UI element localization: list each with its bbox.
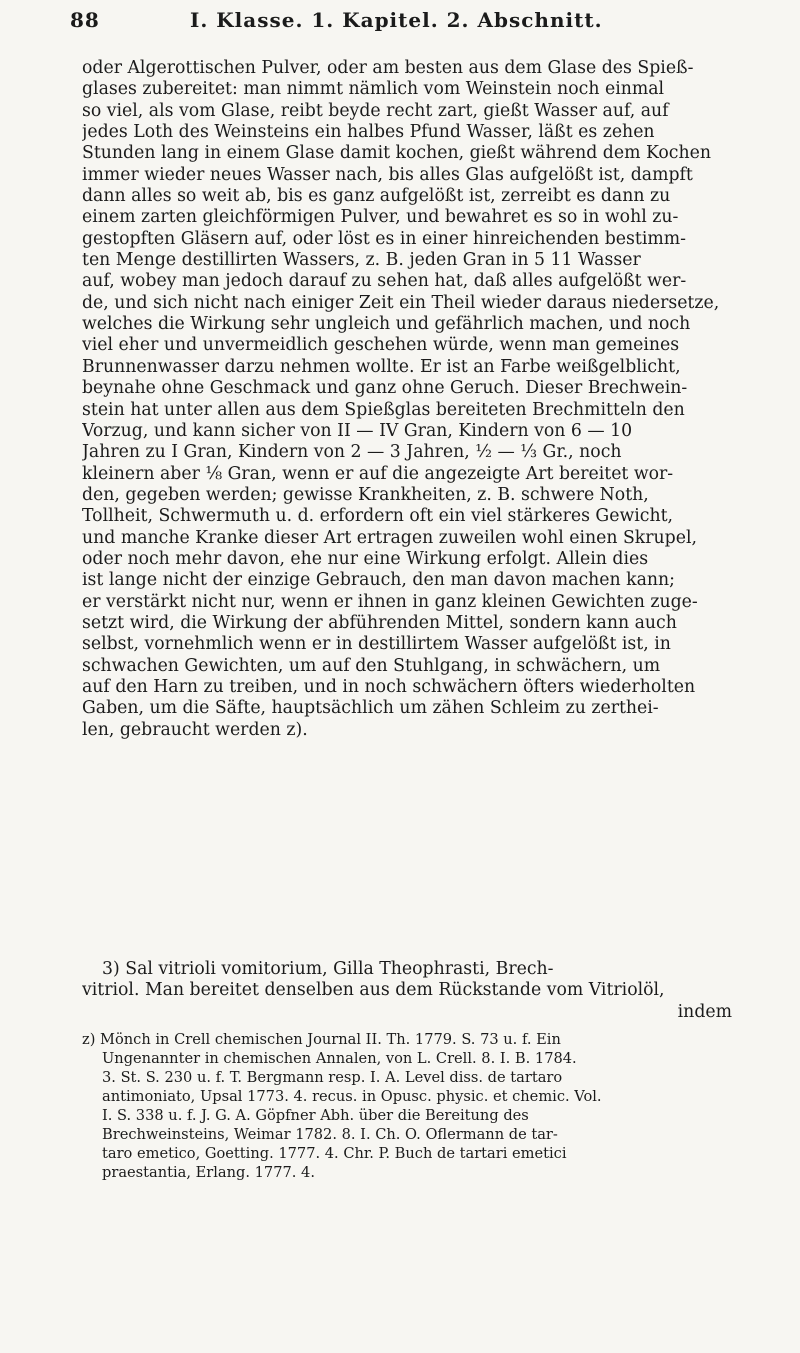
footnote-line: 3. St. S. 230 u. f. T. Bergmann resp. I. A. Level diss. de tartaro [102, 1069, 563, 1086]
footnote-line: antimoniato, Upsal 1773. 4. recus. in Opusc. physic. et chemic. Vol. [102, 1088, 602, 1105]
footnote-line: I. S. 338 u. f. J. G. A. Göpfner Abh. über die Bereitung des [102, 1107, 529, 1124]
footnote-line: Brechweinsteins, Weimar 1782. 8. I. Ch. O. Oflermann de tar- [102, 1126, 558, 1143]
text-line: de, und sich nicht nach einiger Zeit ein Theil wieder daraus niedersetze, [82, 292, 720, 313]
text-line: selbst, vornehmlich wenn er in destillirtem Wasser aufgelößt ist, in [82, 634, 671, 655]
text-line: er verstärkt nicht nur, wenn er ihnen in ganz kleinen Gewichten zuge- [82, 591, 698, 612]
text-line: Vorzug, und kann sicher von II — IV Gran, Kindern von 6 — 10 [82, 420, 633, 441]
section-heading-line: 3) Sal vitrioli vomitorium, Gilla Theophrasti, Brech- [102, 959, 554, 979]
text-line: kleinern aber ⅛ Gran, wenn er auf die angezeigte Art bereitet wor- [82, 463, 674, 484]
text-line: ist lange nicht der einzige Gebrauch, den man davon machen kann; [82, 570, 675, 591]
text-line: so viel, als vom Glase, reibt beyde recht zart, gießt Wasser auf, auf [82, 100, 669, 121]
text-line: dann alles so weit ab, bis es ganz aufgelößt ist, zerreibt es dann zu [82, 186, 671, 207]
footnote-line: praestantia, Erlang. 1777. 4. [102, 1164, 315, 1181]
text-line: glases zubereitet: man nimmt nämlich vom Weinstein noch einmal [82, 79, 665, 100]
text-line: welches die Wirkung sehr ungleich und gefährlich machen, und noch [82, 314, 691, 335]
text-line: auf, wobey man jedoch darauf zu sehen hat, daß alles aufgelößt wer- [82, 271, 687, 292]
text-line: vitriol. Man bereitet denselben aus dem Rückstande vom Vitriolöl, [82, 980, 665, 1001]
text-line: gestopften Gläsern auf, oder löst es in einer hinreichenden bestimm- [82, 228, 686, 249]
text-line: Tollheit, Schwermuth u. d. erfordern oft ein viel stärkeres Gewicht, [82, 506, 674, 527]
page-number: 88 [70, 8, 100, 32]
text-line: oder noch mehr davon, ehe nur eine Wirkung erfolgt. Allein dies [82, 548, 649, 569]
text-line: immer wieder neues Wasser nach, bis alles Glas aufgelößt ist, dampft [82, 164, 693, 185]
text-line: Stunden lang in einem Glase damit kochen, gießt während dem Kochen [82, 143, 711, 164]
text-line: schwachen Gewichten, um auf den Stuhlgang, in schwächern, um [82, 655, 661, 676]
footnote-line: taro emetico, Goetting. 1777. 4. Chr. P. Buch de tartari emetici [102, 1145, 567, 1162]
text-line: Jahren zu I Gran, Kindern von 2 — 3 Jahren, ½ — ⅓ Gr., noch [82, 442, 622, 463]
text-line: einem zarten gleichförmigen Pulver, und bewahret es so in wohl zu- [82, 207, 679, 228]
text-line: auf den Harn zu treiben, und in noch schwächern öfters wiederholten [82, 676, 696, 697]
text-line: Brunnenwasser darzu nehmen wollte. Er ist an Farbe weißgelblicht, [82, 356, 681, 377]
page-header [70, 8, 730, 40]
running-title: I. Klasse. 1. Kapitel. 2. Abschnitt. [190, 8, 603, 32]
text-line: viel eher und unvermeidlich geschehen würde, wenn man gemeines [82, 335, 680, 356]
section-3-paragraph [82, 959, 732, 1023]
text-line: beynahe ohne Geschmack und ganz ohne Geruch. Dieser Brechwein- [82, 378, 688, 399]
footnote-line: Ungenannter in chemischen Annalen, von L. Crell. 8. I. B. 1784. [102, 1050, 577, 1067]
footnote-line: z) Mönch in Crell chemischen Journal II. Th. 1779. S. 73 u. f. Ein [82, 1031, 561, 1048]
footnote [82, 1030, 732, 1182]
text-line: setzt wird, die Wirkung der abführenden Mittel, sondern kann auch [82, 612, 677, 633]
text-line: ten Menge destillirten Wassers, z. B. jeden Gran in 5 11 Wasser [82, 250, 641, 271]
body-paragraph [82, 58, 732, 741]
catchword: indem [677, 1001, 732, 1022]
text-line: oder Algerottischen Pulver, oder am besten aus dem Glase des Spieß- [82, 58, 694, 78]
text-line: Gaben, um die Säfte, hauptsächlich um zähen Schleim zu zerthei- [82, 698, 659, 719]
text-line: den, gegeben werden; gewisse Krankheiten, z. B. schwere Noth, [82, 484, 649, 505]
text-line: jedes Loth des Weinsteins ein halbes Pfund Wasser, läßt es zehen [82, 122, 655, 143]
text-line: stein hat unter allen aus dem Spießglas bereiteten Brechmitteln den [82, 399, 685, 420]
text-line: len, gebraucht werden z). [82, 719, 308, 740]
text-line: und manche Kranke dieser Art ertragen zuweilen wohl einen Skrupel, [82, 527, 697, 548]
